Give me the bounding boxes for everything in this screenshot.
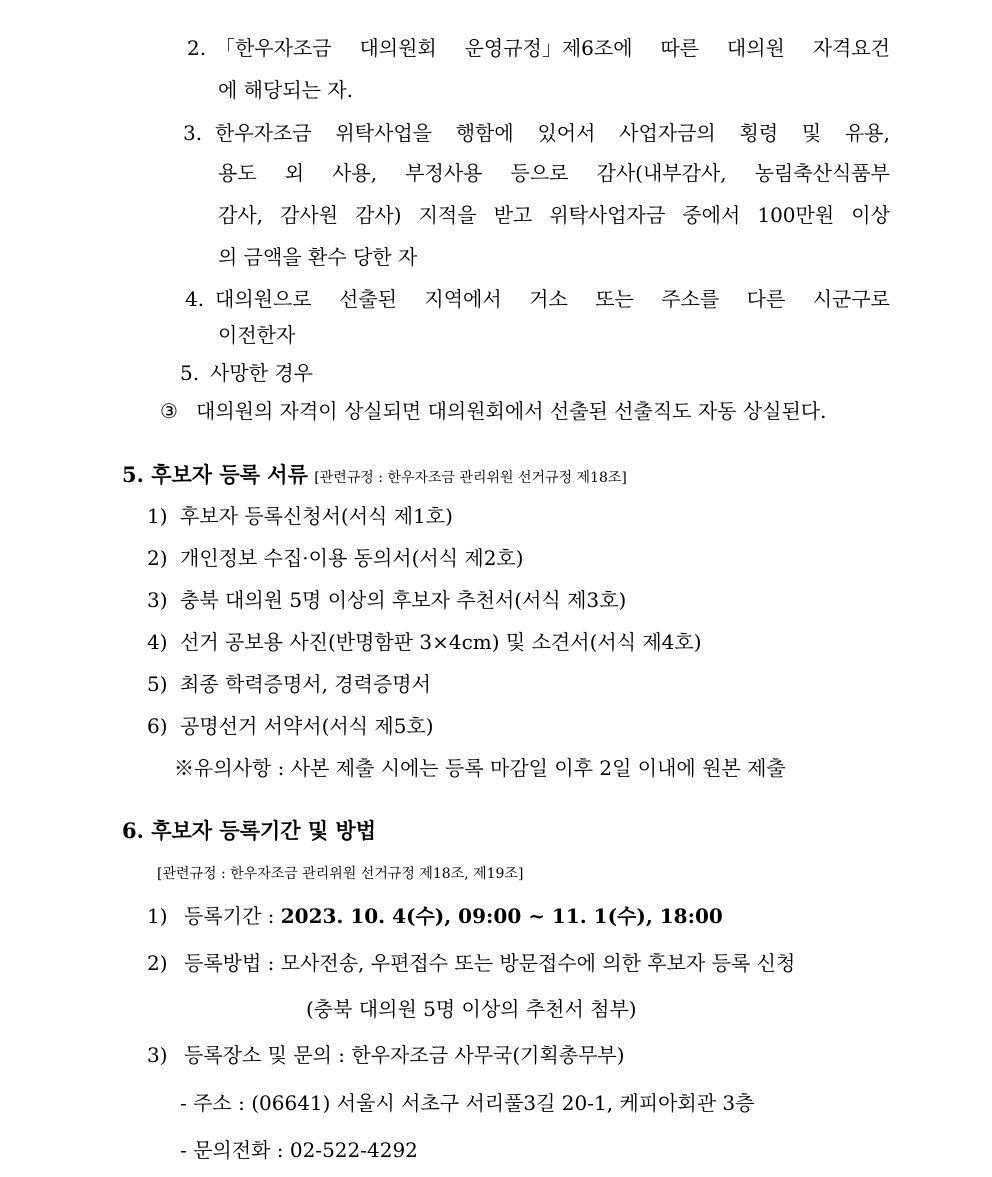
section-5-note: ※유의사항 : 사본 제출 시에는 등록 마감일 이후 2일 이내에 원본 제출 — [174, 756, 786, 780]
item-2-line1: 「한우자조금 대의원회 운영규정」제6조에 따른 대의원 자격요건 — [215, 36, 890, 60]
item-3-line3: 감사, 감사원 감사) 지적을 받고 위탁사업자금 중에서 100만원 이상 — [218, 203, 890, 227]
doc-item-1-number: 1) — [147, 504, 168, 528]
doc-item-4-number: 4) — [147, 630, 168, 654]
period-row — [184, 903, 723, 929]
section-5-ref: [관련규정 : 한우자조금 관리위원 선거규정 제18조] — [314, 470, 627, 486]
doc-item-3-text: 충북 대의원 5명 이상의 후보자 추천서(서식 제3호) — [180, 588, 627, 612]
method-value: 모사전송, 우편접수 또는 방문접수에 의한 후보자 등록 신청 — [280, 951, 796, 975]
period-label: 등록기간 : — [184, 904, 275, 928]
place-value: 한우자조금 사무국(기획총무부) — [351, 1043, 625, 1067]
phone-row — [180, 1137, 418, 1163]
item-2-line2: 에 해당되는 자. — [218, 78, 353, 102]
doc-item-1-text: 후보자 등록신청서(서식 제1호) — [180, 504, 453, 528]
doc-item-5-text: 최종 학력증명서, 경력증명서 — [180, 672, 431, 696]
item-3-line2: 용도 외 사용, 부정사용 등으로 감사(내부감사, 농림축산식품부 — [218, 161, 890, 185]
period-value: 2023. 10. 4(수), 09:00 ~ 11. 1(수), 18:00 — [280, 904, 723, 928]
section-5-heading — [122, 462, 627, 491]
item-5-number: 5. — [180, 361, 200, 385]
doc-item-2-number: 2) — [147, 546, 168, 570]
item-5-line1: 사망한 경우 — [210, 361, 313, 385]
method-label: 등록방법 : — [184, 951, 275, 975]
doc-item-2-text: 개인정보 수집·이용 동의서(서식 제2호) — [180, 546, 524, 570]
period-number: 1) — [147, 904, 168, 928]
doc-item-5-number: 5) — [147, 672, 168, 696]
clause-3-text: 대의원의 자격이 상실되면 대의원회에서 선출된 선출직도 자동 상실된다. — [196, 399, 827, 423]
doc-item-6-number: 6) — [147, 714, 168, 738]
place-row — [184, 1042, 625, 1068]
section-6-title: 6. 후보자 등록기간 및 방법 — [122, 818, 377, 843]
item-3-line1: 한우자조금 위탁사업을 행함에 있어서 사업자금의 횡령 및 유용, — [215, 121, 890, 145]
clause-3-number: ③ — [160, 399, 178, 423]
method-number: 2) — [147, 951, 168, 975]
doc-item-3-number: 3) — [147, 588, 168, 612]
method-row — [184, 950, 795, 976]
place-label: 등록장소 및 문의 : — [184, 1043, 346, 1067]
section-6-ref: [관련규정 : 한우자조금 관리위원 선거규정 제18조, 제19조] — [157, 866, 524, 882]
address-row — [180, 1090, 754, 1116]
place-number: 3) — [147, 1043, 168, 1067]
section-5-title: 5. 후보자 등록 서류 — [122, 462, 308, 487]
doc-item-4-text: 선거 공보용 사진(반명함판 3×4cm) 및 소견서(서식 제4호) — [180, 630, 702, 654]
method-sub: (충북 대의원 5명 이상의 추천서 첨부) — [306, 997, 637, 1021]
item-3-number: 3. — [183, 121, 203, 145]
phone-value: 02-522-4292 — [289, 1138, 418, 1162]
address-label: - 주소 : — [180, 1091, 245, 1115]
item-4-number: 4. — [185, 287, 205, 311]
item-4-line1: 대의원으로 선출된 지역에서 거소 또는 주소를 다른 시군구로 — [215, 287, 890, 311]
phone-label: - 문의전화 : — [180, 1138, 284, 1162]
address-value: (06641) 서울시 서초구 서리풀3길 20-1, 케피아회관 3층 — [251, 1091, 755, 1115]
item-4-line2: 이전한자 — [218, 323, 296, 347]
item-2-number: 2. — [187, 36, 207, 60]
item-3-line4: 의 금액을 환수 당한 자 — [218, 245, 418, 269]
doc-item-6-text: 공명선거 서약서(서식 제5호) — [180, 714, 434, 738]
